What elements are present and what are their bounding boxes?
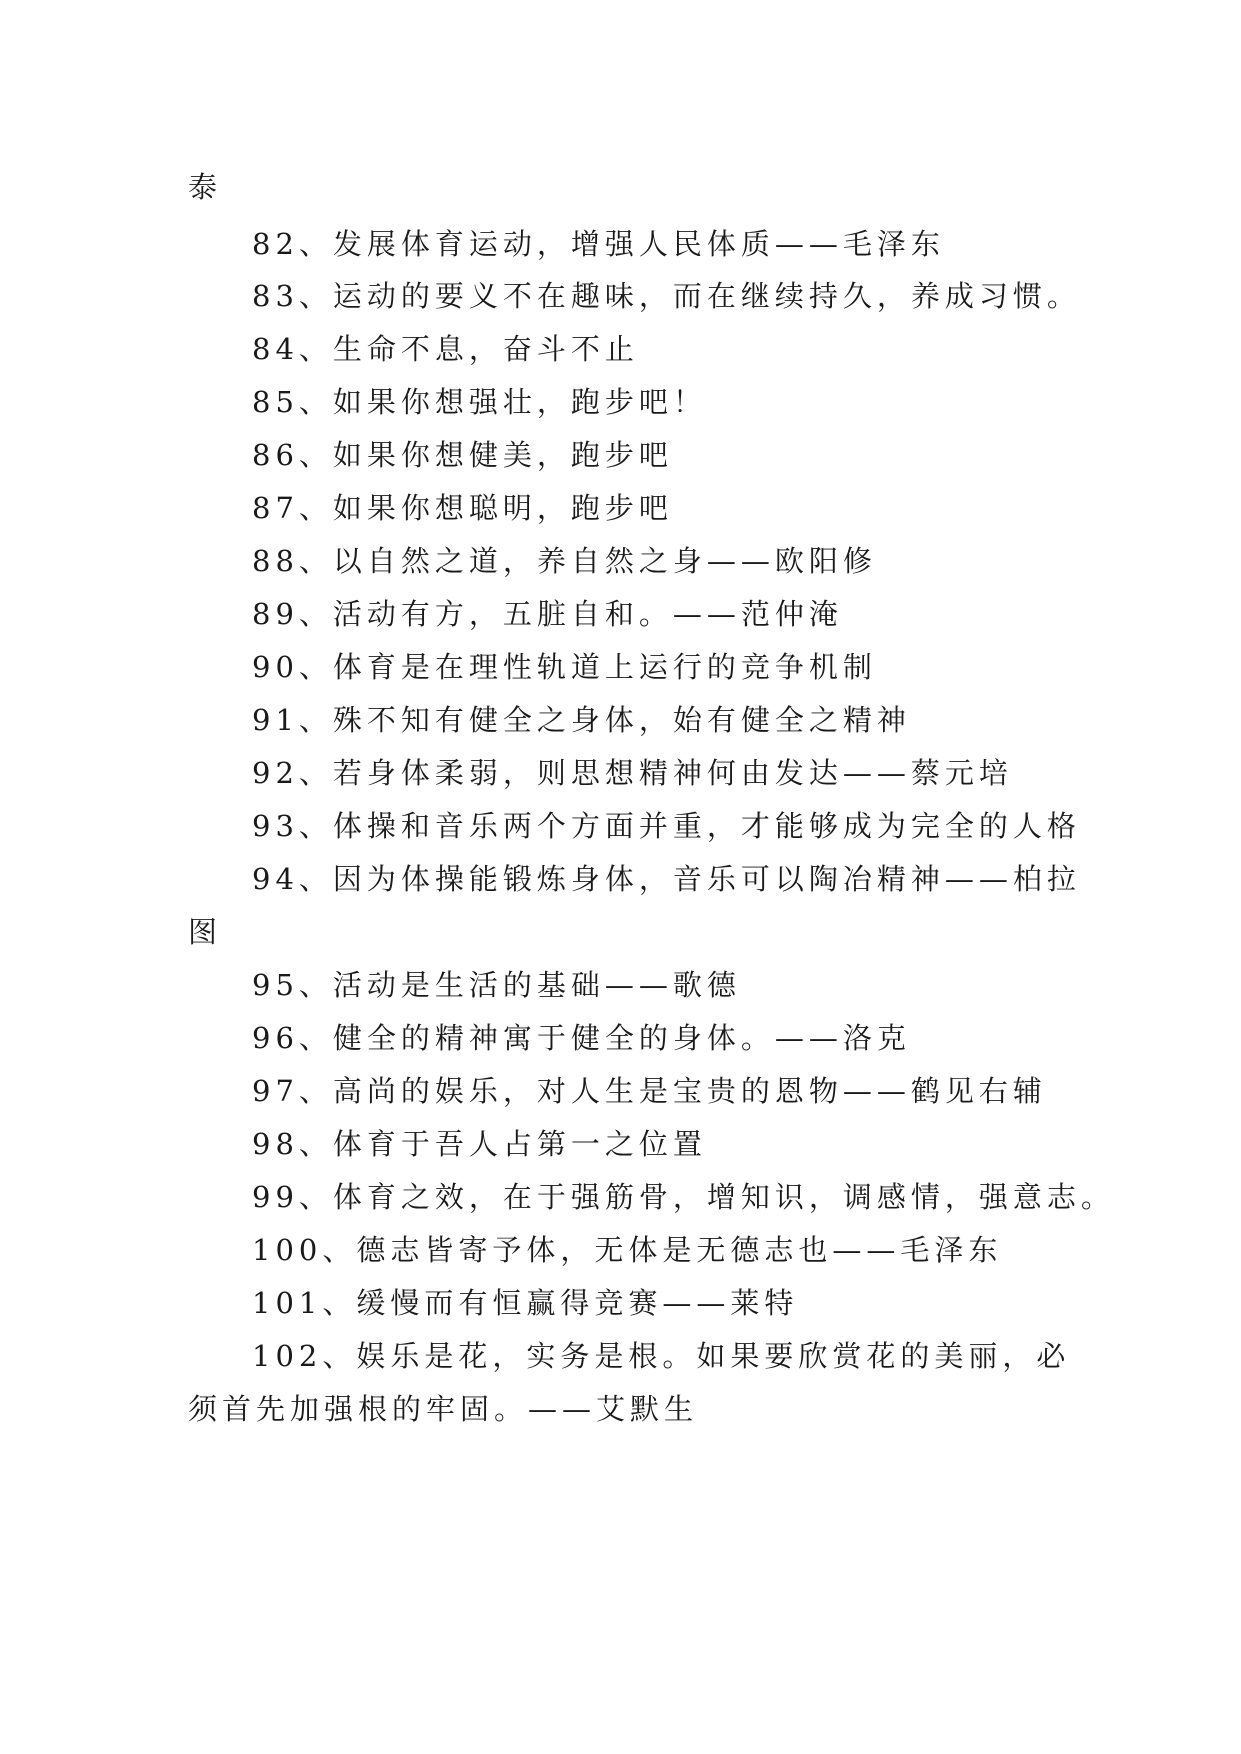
quote-92: 92、若身体柔弱，则思想精神何由发达——蔡元培: [252, 756, 1013, 790]
quote-99: 99、体育之效，在于强筋骨，增知识，调感情，强意志。: [252, 1180, 1115, 1214]
quote-102: 102、娱乐是花，实务是根。如果要欣赏花的美丽，必: [252, 1339, 1071, 1373]
continuation-line: 泰: [188, 170, 223, 204]
quote-94-continuation: 图: [188, 915, 223, 949]
quote-98: 98、体育于吾人占第一之位置: [252, 1127, 707, 1161]
quote-94: 94、因为体操能锻炼身体，音乐可以陶冶精神——柏拉: [252, 862, 1081, 896]
quote-97: 97、高尚的娱乐，对人生是宝贵的恩物——鹤见右辅: [252, 1074, 1047, 1108]
quote-101: 101、缓慢而有恒赢得竞赛——莱特: [252, 1286, 799, 1320]
quote-90: 90、体育是在理性轨道上运行的竞争机制: [252, 650, 877, 684]
quote-85: 85、如果你想强壮，跑步吧！: [252, 385, 707, 419]
quote-83: 83、运动的要义不在趣味，而在继续持久，养成习惯。: [252, 279, 1081, 313]
quote-95: 95、活动是生活的基础——歌德: [252, 968, 741, 1002]
quote-96: 96、健全的精神寓于健全的身体。——洛克: [252, 1021, 911, 1055]
quote-86: 86、如果你想健美，跑步吧: [252, 438, 673, 472]
quote-88: 88、以自然之道，养自然之身——欧阳修: [252, 544, 877, 578]
quote-100: 100、德志皆寄予体，无体是无德志也——毛泽东: [252, 1233, 1003, 1267]
quote-93: 93、体操和音乐两个方面并重，才能够成为完全的人格: [252, 809, 1081, 843]
quote-91: 91、殊不知有健全之身体，始有健全之精神: [252, 703, 911, 737]
quote-87: 87、如果你想聪明，跑步吧: [252, 491, 673, 525]
quote-82: 82、发展体育运动，增强人民体质——毛泽东: [252, 227, 945, 261]
quote-102-continuation: 须首先加强根的牢固。——艾默生: [188, 1392, 699, 1426]
quote-84: 84、生命不息，奋斗不止: [252, 332, 639, 366]
quote-89: 89、活动有方，五脏自和。——范仲淹: [252, 597, 843, 631]
